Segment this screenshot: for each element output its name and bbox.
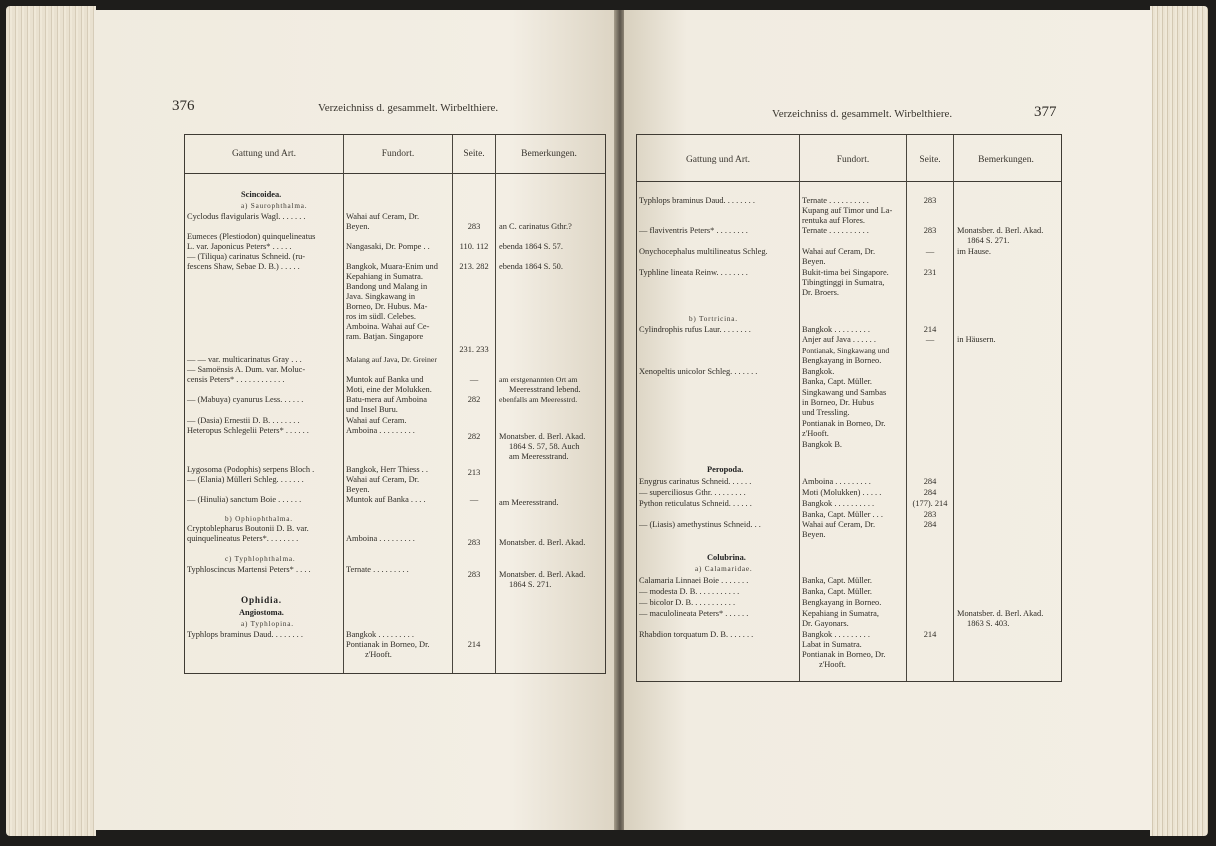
subsection-heading: a) Calamaridae. [695,565,753,573]
locality: Bandong und Malang in [346,282,428,291]
page-reference: 213. 282 [459,262,489,271]
remark: Monatsber. d. Berl. Akad. [499,570,586,579]
species-name: quinquelineatus Peters*. . . . . . . . [187,534,299,543]
species-name: — Samoënsis A. Dum. var. Moluc- [187,365,306,374]
header-locality: Fundort. [381,149,415,159]
page-reference: 231 [923,268,937,277]
species-name: Heteropus Schlegelii Peters* . . . . . . [187,426,309,435]
locality: Batu-mera auf Amboina [346,395,427,404]
species-name: Enygrus carinatus Schneid. . . . . . [639,477,752,486]
species-name: — (Mabuya) cyanurus Less. . . . . . [187,395,304,404]
subsection-heading: a) Saurophthalma. [241,202,308,210]
locality: und Tressling. [802,408,850,417]
page-edges-right [1150,6,1208,836]
remark: Monatsber. d. Berl. Akad. [957,226,1044,235]
locality: Wahai auf Ceram, Dr. [802,520,876,529]
locality: Beyen. [346,222,370,231]
locality: Dr. Broers. [802,288,839,297]
remark: an C. carinatus Gthr.? [499,222,572,231]
page-reference: 214 [923,325,937,334]
locality: Java. Singkawang in [346,292,416,301]
subsection-heading: b) Ophiophthalma. [225,515,293,523]
column-divider [495,135,496,673]
locality: Ternate . . . . . . . . . . [802,196,869,205]
remark: 1864 S. 57, 58. Auch [509,442,580,451]
page-reference: 110. 112 [459,242,489,251]
species-name: — (Liasis) amethystinus Schneid. . . [639,520,761,529]
subsection-heading: c) Typhlophthalma. [225,555,296,563]
species-table [184,134,606,674]
remark: Monatsber. d. Berl. Akad. [957,609,1044,618]
locality: Banka, Capt. Müller . . . [802,510,883,519]
remark: ebenda 1864 S. 57. [499,242,563,251]
species-name: — superciliosus Gthr. . . . . . . . . [639,488,746,497]
locality: rentuka auf Flores. [802,216,866,225]
locality: Muntok auf Banka und [346,375,424,384]
locality: Bangkok, Herr Thiess . . [346,465,428,474]
locality: Wahai auf Ceram. [346,416,407,425]
locality: Pontianak, Singkawang und [802,346,890,355]
species-name: censis Peters* . . . . . . . . . . . . [187,375,285,384]
species-name: Cyclodus flavigularis Wagl. . . . . . . [187,212,306,221]
species-name: — (Elania) Mülleri Schleg. . . . . . . [187,475,304,484]
locality: in Borneo, Dr. Hubus [802,398,874,407]
species-name: — flaviventris Peters* . . . . . . . . [639,226,748,235]
locality: Bengkayang in Borneo. [802,356,882,365]
page-edges-left [6,6,96,836]
page-reference: 213 [467,468,481,477]
locality: Bangkok B. [802,440,843,449]
locality: Bukit-tima bei Singapore. [802,268,889,277]
page-reference: 282 [467,432,481,441]
species-name: Python reticulatus Schneid. . . . . . [639,499,752,508]
header-species: Gattung und Art. [685,155,751,165]
locality: Bangkok . . . . . . . . . [802,325,870,334]
locality: Beyen. [802,257,826,266]
locality: z'Hooft. [365,650,392,659]
page-number: 377 [1034,104,1057,120]
remark: Monatsber. d. Berl. Akad. [499,432,586,441]
page-reference: — [469,495,479,504]
locality: Borneo, Dr. Hubus. Ma- [346,302,428,311]
subsection-heading: a) Typhlopina. [241,620,294,628]
remark: in Häusern. [957,335,996,344]
species-name: — (Tiliqua) carinatus Schneid. (ru- [187,252,306,261]
locality: Labat in Sumatra. [802,640,862,649]
page-number: 376 [172,98,195,114]
remark: ebenda 1864 S. 50. [499,262,563,271]
remark: am erstgenannten Ort am [499,375,578,384]
section-heading: Ophidia. [241,595,282,605]
section-heading: Peropoda. [707,465,744,474]
page-reference: 284 [923,520,937,529]
species-name: Typhlops braminus Daud. . . . . . . . [187,630,303,639]
locality: Beyen. [802,530,826,539]
left-page [94,10,616,830]
remark: 1863 S. 403. [967,619,1010,628]
column-divider [343,135,344,673]
page-reference: 283 [923,196,937,205]
page-reference: 283 [467,222,481,231]
locality: Bangkok . . . . . . . . . . [802,499,875,508]
species-name: Cylindrophis rufus Laur. . . . . . . . [639,325,751,334]
locality: Wahai auf Ceram, Dr. [802,247,876,256]
remark: ebenfalls am Meeresstrd. [499,395,578,404]
header-remarks: Bemerkungen. [978,155,1034,165]
species-name: Typhline lineata Reinw. . . . . . . . [639,268,748,277]
header-remarks: Bemerkungen. [521,149,577,159]
column-divider [953,135,954,681]
species-name: — (Hinulia) sanctum Boie . . . . . . [187,495,302,504]
running-head: Verzeichniss d. gesammelt. Wirbelthiere. [772,108,953,120]
header-species: Gattung und Art. [231,149,297,159]
locality: Kepahiang in Sumatra, [802,609,879,618]
locality: Kupang auf Timor und La- [802,206,893,215]
page-reference: 231. 233 [459,345,489,354]
page-reference: — [925,247,935,256]
remark: im Hause. [957,247,991,256]
species-name: L. var. Japonicus Peters* . . . . . [187,242,292,251]
locality: Tibingtinggi in Sumatra, [802,278,885,287]
locality: Bangkok, Muara-Enim und [346,262,438,271]
locality: Moti, eine der Molukken. [346,385,432,394]
page-reference: — [469,375,479,384]
locality: Bangkok . . . . . . . . . [346,630,414,639]
header-page: Seite. [463,149,485,159]
locality: Ternate . . . . . . . . . [346,565,409,574]
locality: Pontianak in Borneo, Dr. [802,650,886,659]
subsection-heading: b) Tortricina. [689,315,738,323]
locality: Wahai auf Ceram, Dr. [346,475,420,484]
remark: 1864 S. 271. [509,580,552,589]
remark: am Meeresstrand. [499,498,559,507]
species-table [636,134,1062,682]
species-name: Onychocephalus multilineatus Schleg. [639,247,768,256]
column-divider [906,135,907,681]
locality: und Insel Buru. [346,405,398,414]
species-name: Cryptoblepharus Boutonii D. B. var. [187,524,309,533]
locality: Banka, Capt. Müller. [802,576,873,585]
locality: Banka, Capt. Müller. [802,587,873,596]
table-header [185,135,605,174]
page-reference: — [925,335,935,344]
remark: Meeresstrand lebend. [509,385,581,394]
locality: Kepahiang in Sumatra. [346,272,423,281]
locality: Bengkayang in Borneo. [802,598,882,607]
locality: Amboina . . . . . . . . . [346,426,415,435]
remark: 1864 S. 271. [967,236,1010,245]
locality: Amboina . . . . . . . . . [346,534,415,543]
page-reference: 283 [923,510,937,519]
page-reference: 284 [923,477,937,486]
page-reference: 283 [923,226,937,235]
locality: Dr. Gayonars. [802,619,849,628]
locality: Wahai auf Ceram, Dr. [346,212,420,221]
page-reference: 282 [467,395,481,404]
remark: Monatsber. d. Berl. Akad. [499,538,586,547]
locality: z'Hooft. [819,660,846,669]
locality: Banka, Capt. Müller. [802,377,873,386]
species-name: Typhloscincus Martensi Peters* . . . . [187,565,311,574]
species-name: Xenopeltis unicolor Schleg. . . . . . . [639,367,758,376]
locality: z'Hooft. [802,429,829,438]
locality: Bangkok. [802,367,835,376]
page-reference: 283 [467,570,481,579]
locality: Anjer auf Java . . . . . . [802,335,876,344]
page-reference: 214 [467,640,481,649]
species-name: fescens Shaw, Sebae D. B.) . . . . . [187,262,300,271]
column-divider [799,135,800,681]
table-header [637,135,1061,182]
locality: Beyen. [346,485,370,494]
section-heading: Angiostoma. [239,608,284,617]
locality: Pontianak in Borneo, Dr. [802,419,886,428]
locality: Muntok auf Banka . . . . [346,495,426,504]
species-name: — modesta D. B. . . . . . . . . . . [639,587,740,596]
remark: am Meeresstrand. [509,452,569,461]
page-reference: (177). 214 [912,499,948,508]
header-page: Seite. [919,155,941,165]
page-reference: 284 [923,488,937,497]
locality: Malang auf Java, Dr. Greiner [346,355,437,364]
locality: Bangkok . . . . . . . . . [802,630,870,639]
locality: Amboina . . . . . . . . . [802,477,871,486]
locality: Nangasaki, Dr. Pompe . . [346,242,430,251]
species-name: — — var. multicarinatus Gray . . . [187,355,302,364]
section-heading: Scincoidea. [241,190,282,199]
right-page [624,10,1152,830]
species-name: Calamaria Linnaei Boie . . . . . . . [639,576,749,585]
species-name: — (Dasia) Ernestii D. B. . . . . . . . [187,416,300,425]
locality: Amboina. Wahai auf Ce- [346,322,430,331]
locality: ram. Batjan. Singapore [346,332,424,341]
species-name: Typhlops braminus Daud. . . . . . . . [639,196,755,205]
page-reference: 214 [923,630,937,639]
species-name: Rhabdion torquatum D. B. . . . . . . [639,630,754,639]
species-name: Eumeces (Plestiodon) quinquelineatus [187,232,316,241]
running-head: Verzeichniss d. gesammelt. Wirbelthiere. [318,102,499,114]
species-name: — bicolor D. B. . . . . . . . . . . [639,598,736,607]
species-name: Lygosoma (Podophis) serpens Bloch . [187,465,315,474]
locality: Pontianak in Borneo, Dr. [346,640,430,649]
page-reference: 283 [467,538,481,547]
section-heading: Colubrina. [707,553,746,562]
locality: Moti (Molukken) . . . . . [802,488,882,497]
locality: Singkawang und Sambas [802,388,887,397]
species-name: — maculolineata Peters* . . . . . . [639,609,749,618]
header-locality: Fundort. [836,155,870,165]
locality: Ternate . . . . . . . . . . [802,226,869,235]
locality: ros im südl. Celebes. [346,312,417,321]
